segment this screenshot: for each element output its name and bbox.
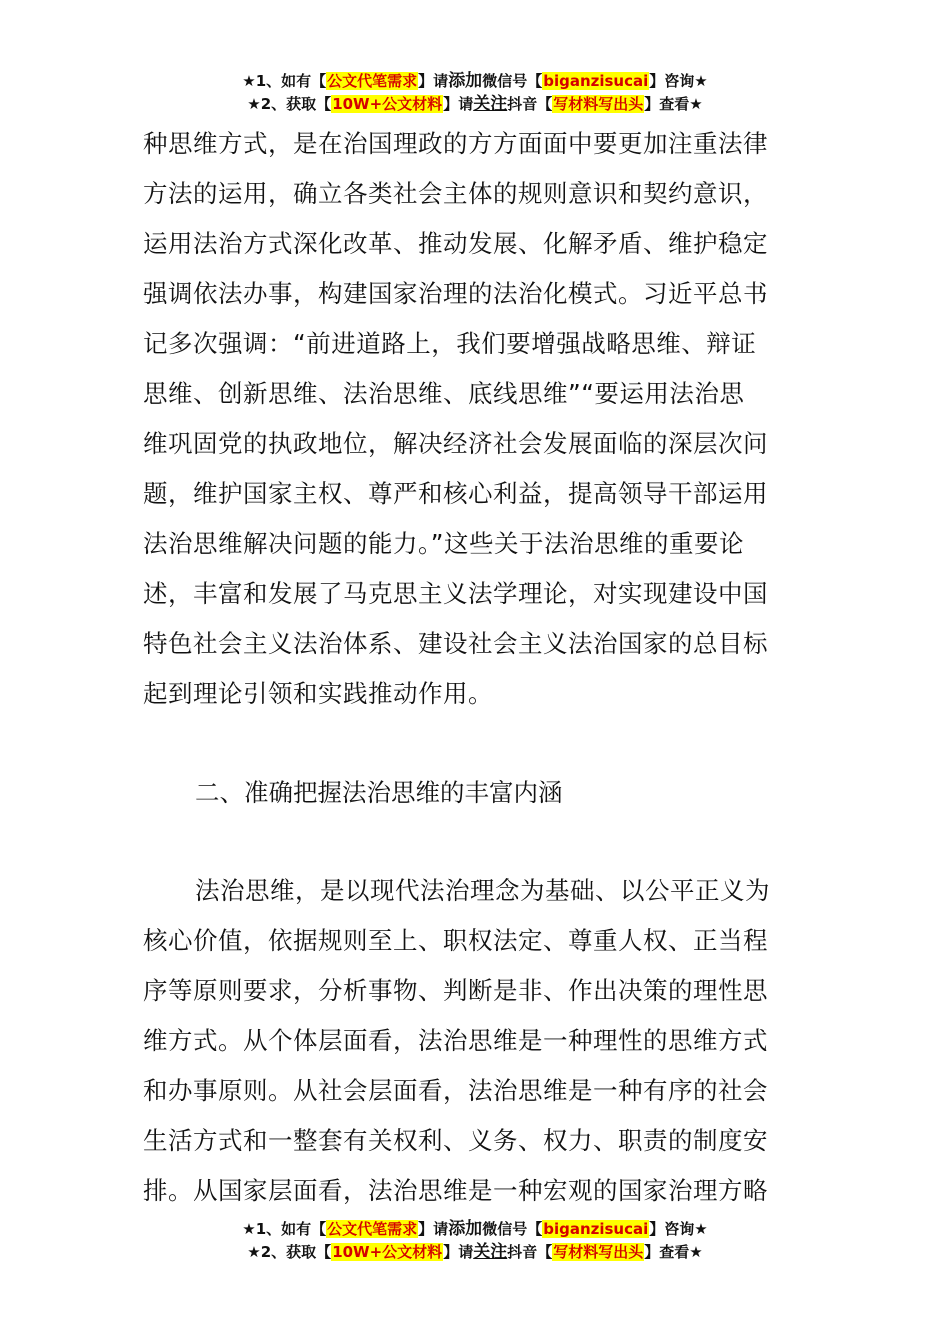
text-line: 述，丰富和发展了马克思主义法学理论，对实现建设中国 [143,579,768,608]
text-line: 记多次强调：“前进道路上，我们要增强战略思维、辩证 [143,329,757,358]
promo-emphasis: 关注 [473,94,508,114]
promo-text: 微信号【 [482,72,543,90]
promo-highlight: 10W+公文材料 [332,95,443,113]
promo-prefix: ★1、如有【 [242,1220,327,1238]
promo-douyin-id: 写材料写出头 [553,1243,644,1261]
promo-suffix: 】查看★ [644,1243,703,1261]
text-line: 维巩固党的执政地位，解决经济社会发展面临的深层次问 [143,429,768,458]
text-line: 思维、创新思维、法治思维、底线思维”“要运用法治思 [143,379,745,408]
promo-douyin-id: 写材料写出头 [553,95,644,113]
promo-highlight: 10W+公文材料 [332,1243,443,1261]
promo-wechat-id: biganzisucai [543,1220,649,1238]
text-line: 种思维方式，是在治国理政的方方面面中要更加注重法律 [143,129,768,158]
text-line: 维方式。从个体层面看，法治思维是一种理性的思维方式 [143,1026,768,1055]
promo-emphasis: 添加 [448,71,483,91]
promo-suffix: 】咨询★ [649,1220,708,1238]
promo-text: 】请 [443,95,474,113]
paragraph-2 [143,866,813,1216]
text-line: 特色社会主义法治体系、建设社会主义法治国家的总目标 [143,629,768,658]
text-line: 排。从国家层面看，法治思维是一种宏观的国家治理方略 [143,1176,768,1205]
promo-text: 抖音【 [507,1243,553,1261]
text-line: 起到理论引领和实践推动作用。 [143,679,493,708]
promo-suffix: 】查看★ [644,95,703,113]
promo-suffix: 】咨询★ [649,72,708,90]
paragraph-1 [143,119,813,719]
text-line: 法治思维，是以现代法治理念为基础、以公平正义为 [195,876,770,905]
text-line: 和办事原则。从社会层面看，法治思维是一种有序的社会 [143,1076,768,1105]
text-line: 运用法治方式深化改革、推动发展、化解矛盾、维护稳定 [143,229,768,258]
text-line: 题，维护国家主权、尊严和核心利益，提高领导干部运用 [143,479,768,508]
promo-prefix: ★1、如有【 [242,72,327,90]
promo-text: 】请 [418,72,449,90]
promo-emphasis: 关注 [473,1242,508,1262]
header-promo-line-1 [0,70,950,92]
promo-text: 】请 [443,1243,474,1261]
promo-highlight: 公文代笔需求 [327,72,418,90]
promo-text: 抖音【 [507,95,553,113]
promo-prefix: ★2、获取【 [247,1243,332,1261]
promo-emphasis: 添加 [448,1219,483,1239]
promo-prefix: ★2、获取【 [247,95,332,113]
promo-highlight: 公文代笔需求 [327,1220,418,1238]
footer-promo-line-1 [0,1218,950,1240]
text-line: 强调依法办事，构建国家治理的法治化模式。习近平总书 [143,279,768,308]
text-line: 序等原则要求，分析事物、判断是非、作出决策的理性思 [143,976,768,1005]
text-line: 生活方式和一整套有关权利、义务、权力、职责的制度安 [143,1126,768,1155]
text-line: 方法的运用，确立各类社会主体的规则意识和契约意识， [143,179,768,208]
promo-wechat-id: biganzisucai [543,72,649,90]
section-heading: 二、准确把握法治思维的丰富内涵 [195,778,563,807]
footer-promo-line-2 [0,1241,950,1263]
header-promo-line-2 [0,93,950,115]
text-line: 法治思维解决问题的能力。”这些关于法治思维的重要论 [143,529,744,558]
promo-text: 微信号【 [482,1220,543,1238]
promo-text: 】请 [418,1220,449,1238]
text-line: 核心价值，依据规则至上、职权法定、尊重人权、正当程 [143,926,768,955]
